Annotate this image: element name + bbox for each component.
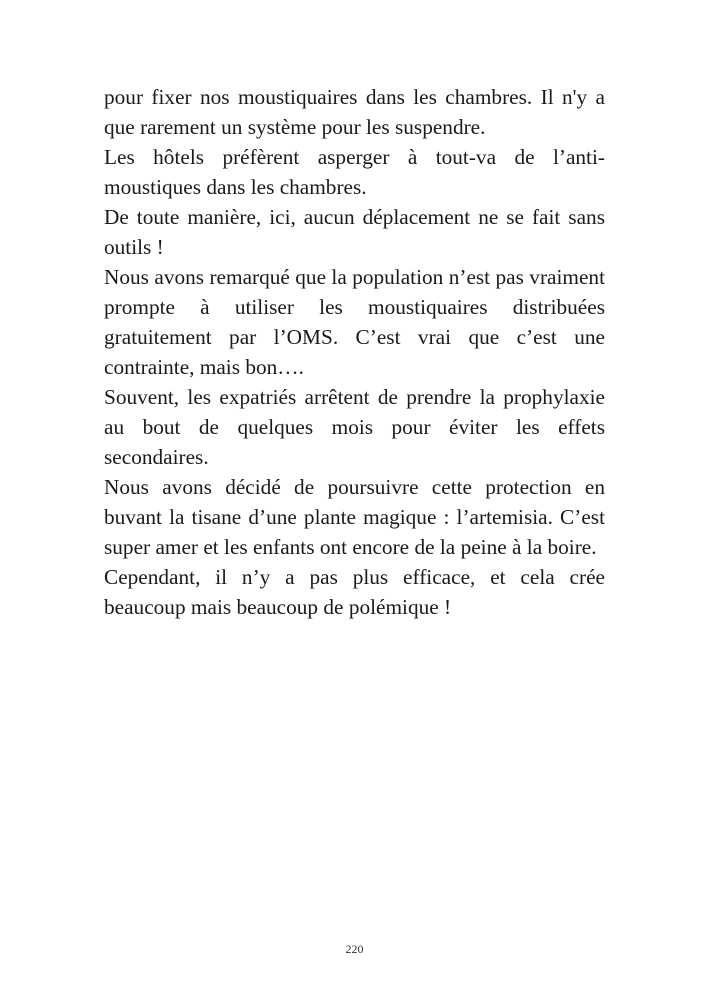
paragraph-4: Nous avons remarqué que la population n’est pas vraiment prompte à utiliser les moustiquaires distribuées gratuitement par l’OMS. C’est vrai que c’est une contrainte, mais bon…. — [104, 265, 605, 379]
body-text — [104, 82, 605, 622]
paragraph-2: Les hôtels préfèrent asperger à tout-va de l’anti-moustiques dans les chambres. — [104, 145, 605, 199]
paragraph-1: pour fixer nos moustiquaires dans les chambres. Il n'y a que rarement un système pour les suspendre. — [104, 85, 605, 139]
paragraph-7: Cependant, il n’y a pas plus efficace, et cela crée beaucoup mais beaucoup de polémique ! — [104, 565, 605, 619]
paragraph-3: De toute manière, ici, aucun déplacement ne se fait sans outils ! — [104, 205, 605, 259]
paragraph-6: Nous avons décidé de poursuivre cette protection en buvant la tisane d’une plante magique : l’artemisia. C’est super amer et les enfants ont encore de la peine à la boire. — [104, 475, 605, 559]
paragraph-5: Souvent, les expatriés arrêtent de prendre la prophylaxie au bout de quelques mois pour éviter les effets secondaires. — [104, 385, 605, 469]
page-number: 220 — [345, 942, 364, 956]
